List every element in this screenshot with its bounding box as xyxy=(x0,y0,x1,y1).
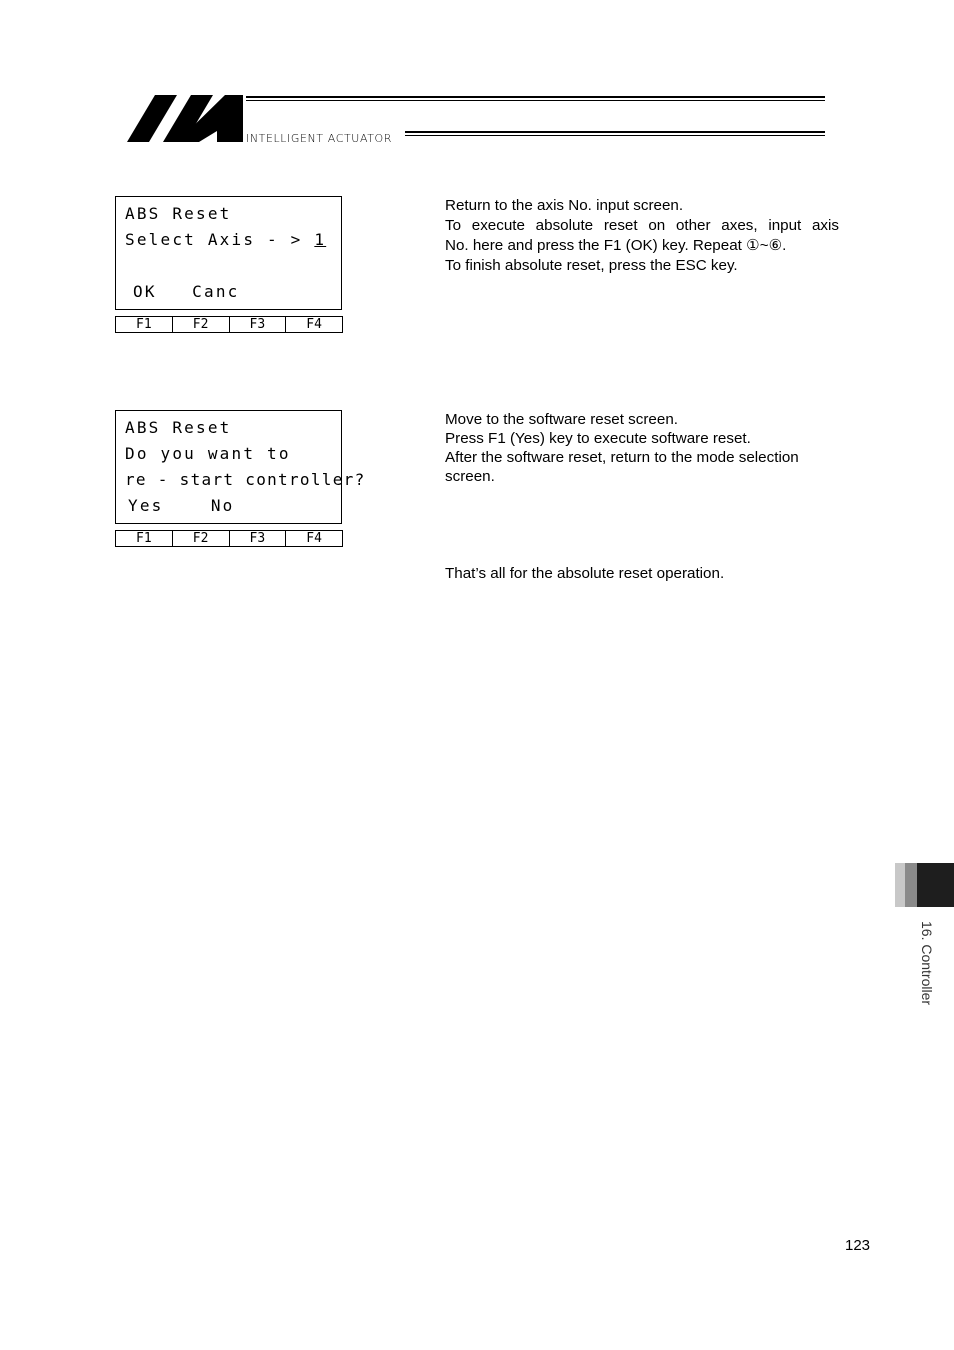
text-line: screen. xyxy=(445,468,495,485)
text-line: To finish absolute reset, press the ESC key. xyxy=(445,257,738,274)
f1-key[interactable]: F1 xyxy=(116,317,173,332)
header-rule-lower xyxy=(405,131,825,133)
text-line: No. here and press the F1 (OK) key. Repeat ①~⑥. xyxy=(445,237,787,254)
f2-key[interactable]: F2 xyxy=(173,531,230,546)
iai-logo xyxy=(127,93,245,144)
instruction-2 xyxy=(445,410,839,486)
page-number: 123 xyxy=(845,1237,871,1254)
lcd-line: Do you want to xyxy=(125,444,291,463)
closing-text: That’s all for the absolute reset operation. xyxy=(445,565,725,582)
function-keys xyxy=(115,530,343,547)
lcd-line: ABS Reset xyxy=(125,204,232,223)
f3-key[interactable]: F3 xyxy=(230,531,287,546)
chapter-tab xyxy=(895,863,954,907)
instruction-1 xyxy=(445,196,839,276)
text-line: Return to the axis No. input screen. xyxy=(445,197,684,214)
text-line: Press F1 (Yes) key to execute software reset. xyxy=(445,430,751,447)
lcd-softkey-labels: OK Canc xyxy=(133,282,240,301)
brand-text: INTELLIGENT ACTUATOR xyxy=(246,132,393,145)
text-line: To execute absolute reset on other axes, input axis xyxy=(445,217,839,234)
lcd-screen-restart xyxy=(115,410,366,524)
header-rule xyxy=(246,96,825,98)
chapter-label: 16. Controller xyxy=(919,921,935,1006)
f2-key[interactable]: F2 xyxy=(173,317,230,332)
text-line: After the software reset, return to the mode selection xyxy=(445,449,799,466)
lcd-softkey-labels: Yes No xyxy=(128,496,235,515)
f1-key[interactable]: F1 xyxy=(116,531,173,546)
text-line: Move to the software reset screen. xyxy=(445,411,678,428)
lcd-line: ABS Reset xyxy=(125,418,232,437)
lcd-screen-select-axis xyxy=(115,196,342,310)
function-keys xyxy=(115,316,343,333)
f4-key[interactable]: F4 xyxy=(306,317,322,332)
lcd-line: re - start controller? xyxy=(125,470,366,489)
f3-key[interactable]: F3 xyxy=(230,317,287,332)
lcd-line: Select Axis - > 1 xyxy=(125,230,327,249)
axis-value: 1 xyxy=(314,230,327,249)
f4-key[interactable]: F4 xyxy=(306,531,322,546)
